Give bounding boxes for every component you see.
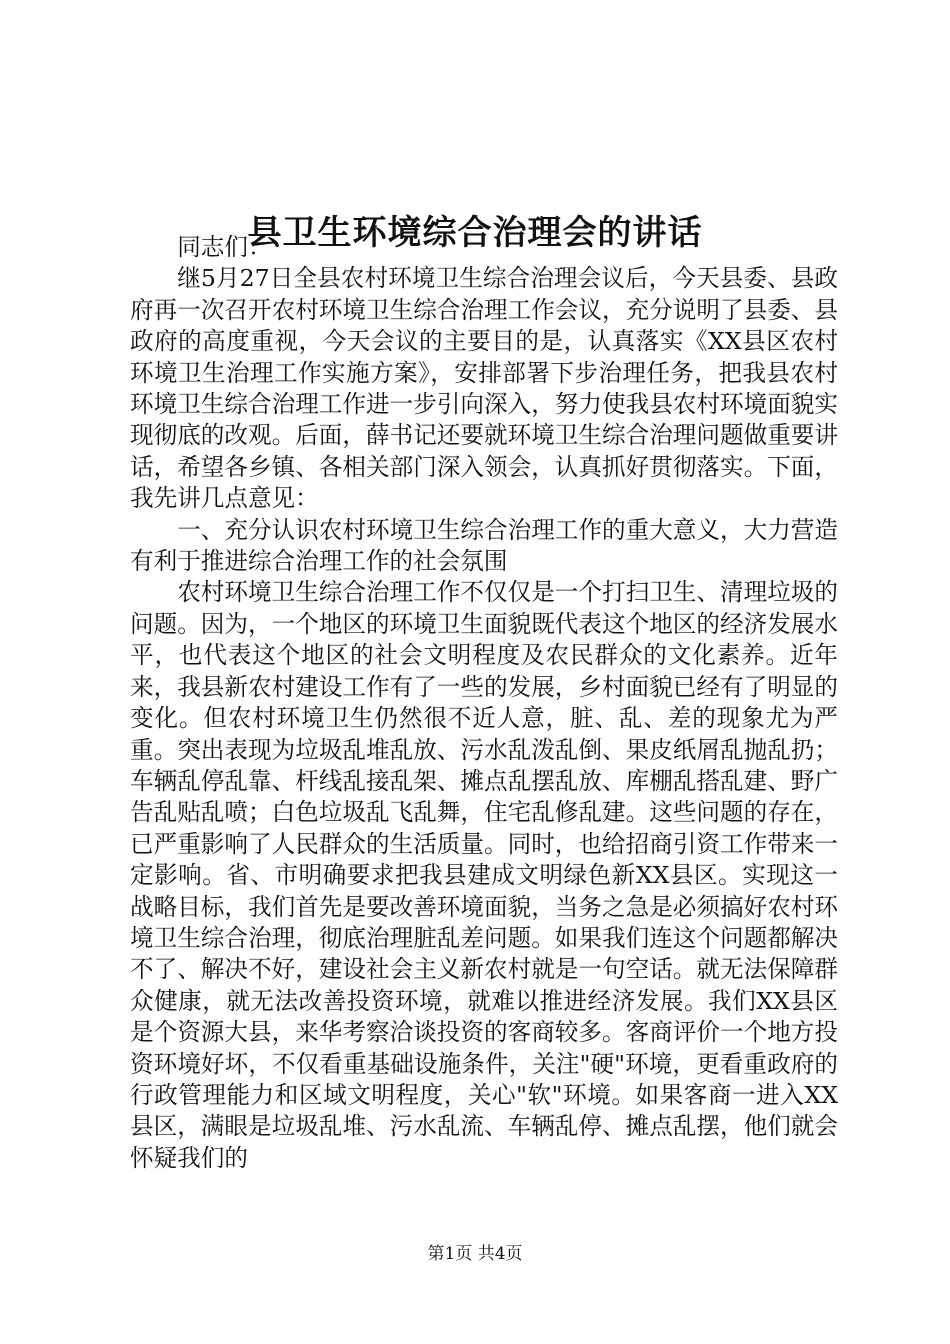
salutation-paragraph: 同志们： [177, 233, 272, 261]
intro-paragraph: 继5月27日全县农村环境卫生综合治理会议后，今天县委、县政府再一次召开农村环境卫生综合治理工作会议，充分说明了县委、县政府的高度重视，今天会议的主要目的是，认真落实《XX县区农村环境卫生治理工作实施方案》，安排部署下步治理任务，把我县农村环境卫生综合治理工作进一步引向深入，努力使我县农村环境面貌实现彻底的改观。后面，薛书记还要就环境卫生综合治理问题做重要讲话，希望各乡镇、各相关部门深入领会，认真抓好贯彻落实。下面，我先讲几点意见： [130, 264, 838, 513]
body-paragraph: 农村环境卫生综合治理工作不仅仅是一个打扫卫生、清理垃圾的问题。因为，一个地区的环境卫生面貌既代表这个地区的经济发展水平，也代表这个地区的社会文明程度及农民群众的文化素养。近年来，我县新农村建设工作有了一些的发展，乡村面貌已经有了明显的变化。但农村环境卫生仍然很不近人意，脏、乱、差的现象尤为严重。突出表现为垃圾乱堆乱放、污水乱泼乱倒、果皮纸屑乱抛乱扔；车辆乱停乱靠、杆线乱接乱架、摊点乱摆乱放、库棚乱搭乱建、野广告乱贴乱喷；白色垃圾乱飞乱舞，住宅乱修乱建。这些问题的存在，已严重影响了人民群众的生活质量。同时，也给招商引资工作带来一定影响。省、市明确要求把我县建成文明绿色新XX县区。实现这一战略目标，我们首先是要改善环境面貌，当务之急是必须搞好农村环境卫生综合治理，彻底治理脏乱差问题。如果我们连这个问题都解决不了、解决不好，建设社会主义新农村就是一句空话。就无法保障群众健康，就无法改善投资环境，就难以推进经济发展。我们XX县区是个资源大县，来华考察洽谈投资的客商较多。客商评价一个地方投资环境好坏，不仅看重基础设施条件，关注"硬"环境，更看重政府的行政管理能力和区域文明程度，关心"软"环境。如果客商一进入XX县区，满眼是垃圾乱堆、污水乱流、车辆乱停、摊点乱摆，他们就会怀疑我们的 [130, 578, 838, 1172]
document-body [130, 232, 838, 1174]
page-footer: 第1页 共4页 [427, 1244, 523, 1264]
section-heading-paragraph: 一、充分认识农村环境卫生综合治理工作的重大意义，大力营造有利于推进综合治理工作的社会氛围 [130, 515, 838, 576]
document-title: 县卫生环境综合治理会的讲话 [247, 212, 703, 253]
